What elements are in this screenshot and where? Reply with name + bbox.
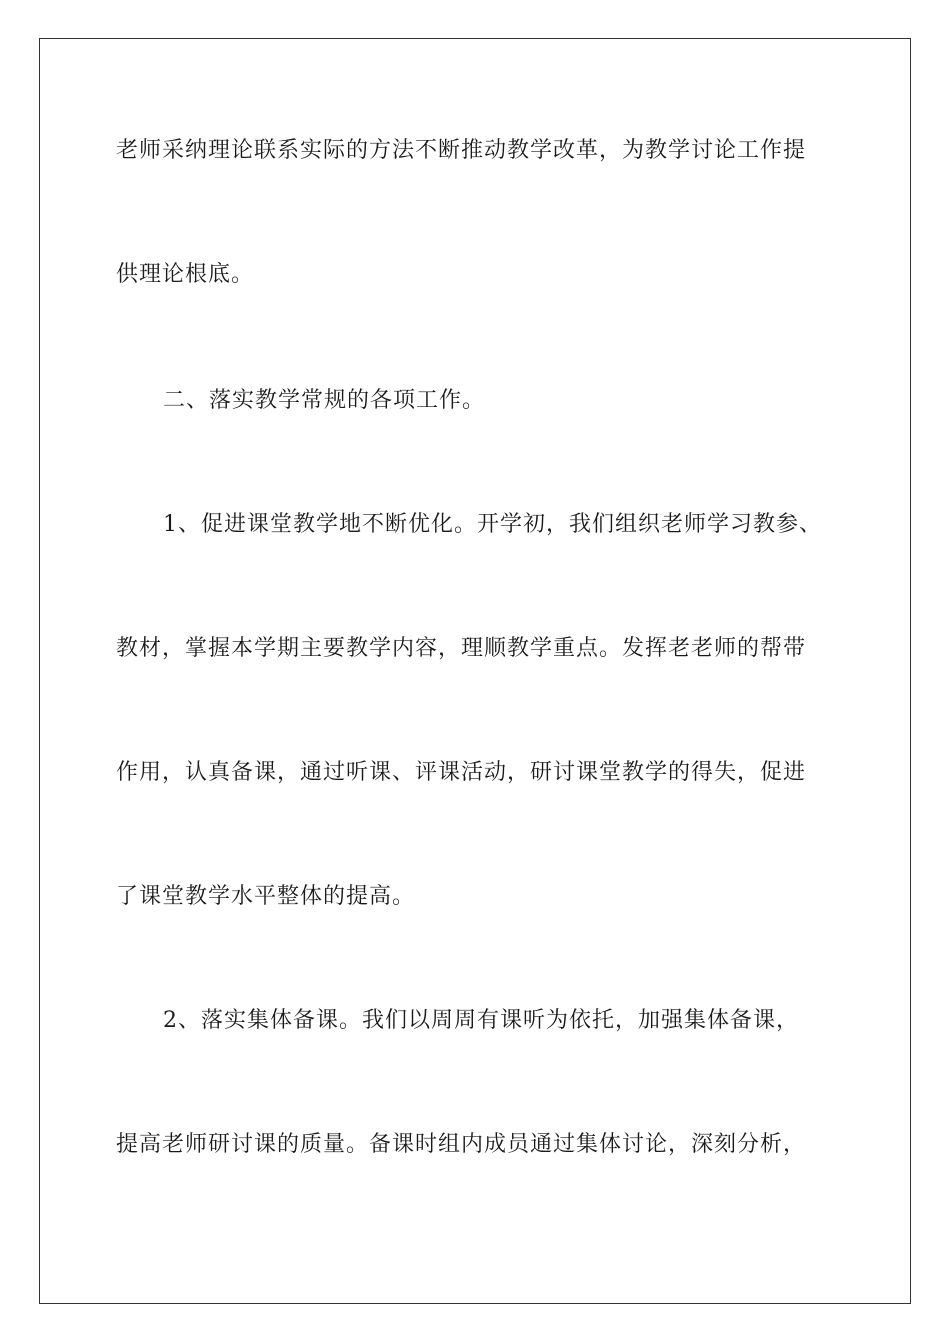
paragraph-3-line-1: 2、落实集体备课。我们以周周有课听为依托，加强集体备课， (163, 1008, 799, 1033)
paragraph-3-line-2: 提高老师研讨课的质量。备课时组内成员通过集体讨论，深刻分析， (116, 1132, 807, 1157)
paragraph-2-line-3: 作用，认真备课，通过听课、评课活动，研讨课堂教学的得失，促进 (116, 760, 807, 785)
paragraph-2-line-2: 教材，掌握本学期主要教学内容，理顺教学重点。发挥老老师的帮带 (116, 636, 807, 661)
section-heading: 二、落实教学常规的各项工作。 (163, 388, 486, 413)
paragraph-2-line-4: 了课堂教学水平整体的提高。 (116, 884, 416, 909)
paragraph-1-line-2: 供理论根底。 (116, 262, 255, 287)
paragraph-1-line-1: 老师采纳理论联系实际的方法不断推动教学改革，为教学讨论工作提 (116, 138, 807, 163)
paragraph-2-line-1: 1、促进课堂教学地不断优化。开学初，我们组织老师学习教参、 (163, 512, 822, 537)
page-frame (39, 38, 911, 1304)
